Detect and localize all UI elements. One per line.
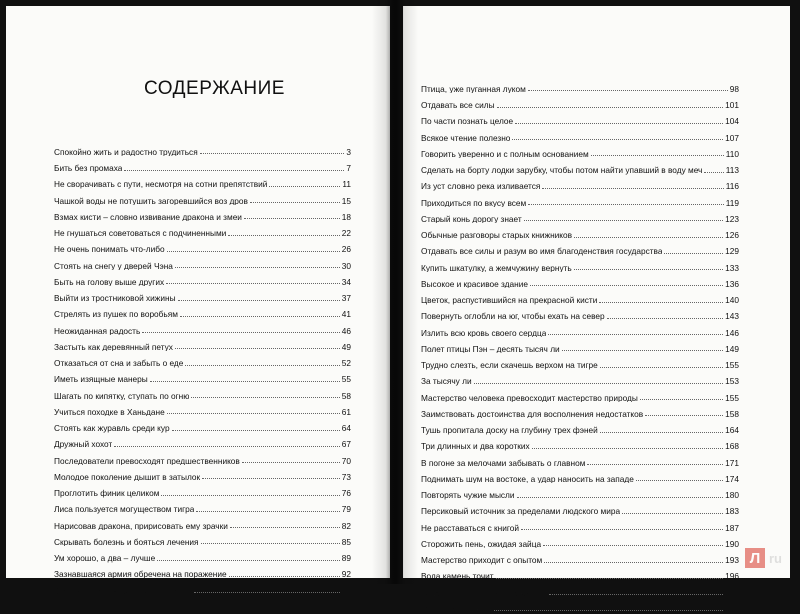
dot-leader (494, 610, 723, 611)
toc-entry-page-number: 133 (725, 262, 739, 273)
dot-leader (161, 495, 339, 496)
toc-entry-page-number: 174 (725, 473, 739, 484)
toc-entry-page-number: 98 (729, 83, 739, 94)
toc-entry-title: Сыкун нагляделся (421, 604, 492, 614)
toc-entry-title: Трудно слезть, если скачешь верхом на тигре (421, 361, 598, 370)
toc-entry-page-number: 41 (341, 309, 351, 320)
toc-entry-title: Купить шкатулку, а жемчужину вернуть (421, 263, 572, 272)
toc-entry-title: Мастерство приходит с опытом (421, 556, 543, 565)
toc-entry (421, 516, 739, 532)
toc-entry-page-number: 18 (341, 211, 351, 222)
toc-entry-page-number: 30 (341, 260, 351, 271)
toc-entry-page-number: 143 (725, 311, 739, 322)
dot-leader (185, 365, 339, 366)
toc-entry (421, 77, 739, 93)
toc-entry-page-number: 92 (341, 569, 351, 580)
toc-entry-page-number: 37 (341, 293, 351, 304)
toc-entry (421, 548, 739, 564)
toc-entry (54, 563, 351, 579)
dot-leader (600, 432, 723, 433)
dot-leader (664, 253, 723, 254)
toc-entry-title: Обычные разговоры старых книжников (421, 231, 573, 240)
toc-entry-title: Молодое поколение дышит в затылок (54, 472, 201, 482)
toc-entry-title: Заимствовать достоинства для восполнения недостатков (421, 409, 644, 419)
toc-entry-page-number: 85 (341, 536, 351, 547)
toc-entry (54, 140, 351, 156)
toc-entry-page-number: 155 (725, 360, 739, 371)
toc-entry-page-number: 101 (725, 100, 739, 111)
toc-entry-page-number: 34 (341, 276, 351, 287)
toc-entry-page-number: 58 (341, 390, 351, 401)
toc-entry (421, 191, 739, 207)
dot-leader (528, 90, 728, 91)
toc-entry-title: Тушь пропитала доску на глубину трех фэней (421, 426, 598, 435)
toc-list-left (54, 140, 351, 595)
dot-leader (250, 202, 340, 203)
toc-entry-page-number: 168 (725, 441, 739, 452)
dot-leader (172, 430, 340, 431)
toc-entry-title: Неожиданная радость (54, 326, 141, 335)
dot-leader (167, 251, 340, 252)
toc-entry-title: Не гнушаться советоваться с подчиненными (54, 229, 227, 238)
dot-leader (200, 153, 345, 154)
toc-entry-page-number: 110 (725, 148, 739, 159)
toc-entry (54, 514, 351, 530)
toc-entry-title: Бить без промаха (54, 164, 123, 173)
toc-entry-page-number: 199 (725, 587, 739, 598)
dot-leader (704, 172, 723, 173)
toc-entry (421, 581, 739, 597)
toc-entry (54, 433, 351, 449)
toc-entry-page-number: 49 (341, 341, 351, 352)
toc-entry-page-number: 52 (341, 358, 351, 369)
dot-leader (562, 350, 723, 351)
toc-entry-title: Излить всю кровь своего сердца (421, 328, 547, 337)
dot-leader (201, 543, 340, 544)
dot-leader (512, 139, 723, 140)
dot-leader (528, 204, 724, 205)
toc-entry-title: Повернуть оглобли на юг, чтобы ехать на север (421, 312, 605, 321)
toc-entry-page-number: 26 (341, 244, 351, 255)
toc-entry-page-number: 67 (341, 439, 351, 450)
toc-entry-title: Поднимать шум на востоке, а удар наносить на западе (421, 474, 634, 484)
toc-entry (54, 254, 351, 270)
dot-leader (244, 218, 340, 219)
dot-leader (636, 480, 723, 481)
dot-leader (496, 578, 724, 579)
toc-entry (54, 465, 351, 481)
toc-entry (421, 353, 739, 369)
dot-leader (194, 592, 340, 593)
dot-leader (474, 383, 724, 384)
toc-entry-page-number: 158 (725, 408, 739, 419)
toc-entry (54, 400, 351, 416)
toc-entry (421, 500, 739, 516)
dot-leader (517, 497, 724, 498)
dot-leader (180, 316, 340, 317)
toc-entry (54, 286, 351, 302)
toc-entry-page-number: 183 (725, 506, 739, 517)
toc-entry (421, 386, 739, 402)
toc-entry-title: Выйти из тростниковой хижины (54, 294, 176, 303)
toc-entry-title: Лиса пользуется могуществом тигра (54, 505, 195, 514)
dot-leader (196, 511, 339, 512)
toc-entry (54, 319, 351, 335)
toc-entry (421, 240, 739, 256)
toc-entry-title: Персиковый источник за пределами людского мира (421, 507, 621, 516)
dot-leader (640, 399, 723, 400)
dot-leader (607, 318, 724, 319)
toc-entry (54, 449, 351, 465)
toc-entry (54, 205, 351, 221)
dot-leader (548, 334, 723, 335)
toc-entry-page-number: 15 (341, 195, 351, 206)
dot-leader (542, 188, 723, 189)
left-page (6, 6, 390, 596)
dot-leader (515, 123, 723, 124)
watermark (745, 548, 782, 568)
toc-entry-title: Последователи превосходят предшественников (54, 456, 240, 465)
dot-leader (524, 220, 723, 221)
toc-entry-title: Не очень понимать что-либо (54, 245, 165, 254)
dot-leader (591, 155, 724, 156)
toc-entry (421, 565, 739, 581)
dot-leader (622, 513, 723, 514)
toc-entry-page-number: 190 (725, 538, 739, 549)
dot-leader (191, 397, 339, 398)
toc-entry-page-number: 61 (341, 406, 351, 417)
toc-entry (54, 303, 351, 319)
toc-entry-title: Из уст словно река изливается (421, 182, 541, 191)
toc-entry-title: Дружный хохот (54, 440, 113, 449)
toc-entry (421, 321, 739, 337)
toc-entry-page-number: 55 (341, 374, 351, 385)
toc-entry-page-number: 123 (725, 213, 739, 224)
toc-entry (54, 384, 351, 400)
toc-entry (421, 532, 739, 548)
toc-entry-page-number: 79 (341, 504, 351, 515)
dot-leader (549, 594, 723, 595)
toc-entry-page-number: 153 (725, 376, 739, 387)
dot-leader (574, 237, 723, 238)
toc-entry-title: Учиться походке в Ханьдане (54, 407, 165, 417)
toc-entry (54, 173, 351, 189)
toc-entry (421, 93, 739, 109)
toc-entry-page-number: 22 (341, 228, 351, 239)
toc-entry-title: В погоне за мелочами забывать о главном (421, 458, 586, 467)
toc-entry-page-number: 11 (342, 179, 351, 190)
toc-entry (54, 416, 351, 432)
toc-entry-title: Отказаться от сна и забыть о еде (54, 359, 184, 368)
dot-leader (142, 332, 339, 333)
dot-leader (497, 107, 724, 108)
dot-leader (175, 348, 340, 349)
toc-entry (421, 126, 739, 142)
toc-entry-page-number: 119 (725, 197, 739, 208)
toc-entry-title: Сделать на борту лодки зарубку, чтобы потом найти упавший в воду меч (421, 166, 703, 175)
toc-entry-title: Три длинных и два коротких (421, 442, 530, 451)
toc-entry-page-number: 136 (725, 278, 739, 289)
toc-entry (421, 288, 739, 304)
labirint-logo-icon: Л (745, 548, 765, 568)
toc-entry (421, 256, 739, 272)
dot-leader (543, 545, 723, 546)
toc-entry-page-number: 193 (725, 555, 739, 566)
toc-entry-page-number: 82 (341, 520, 351, 531)
toc-entry (54, 481, 351, 497)
toc-entry-page-number: 164 (725, 425, 739, 436)
toc-entry (421, 370, 739, 386)
toc-entry-page-number: 149 (725, 343, 739, 354)
toc-entry-page-number: 203 (725, 603, 739, 614)
dot-leader (157, 560, 340, 561)
dot-leader (599, 302, 723, 303)
toc-entry (421, 402, 739, 418)
toc-entry-page-number: 116 (725, 181, 739, 192)
dot-leader (645, 415, 723, 416)
toc-entry-title: Осушить пруд, чтобы выудить рыбу (54, 586, 192, 595)
toc-entry (54, 351, 351, 367)
toc-entry-title: Вода камень точит (421, 572, 494, 581)
toc-entry (54, 189, 351, 205)
toc-entry-page-number: 89 (341, 553, 351, 564)
dot-leader (167, 413, 340, 414)
dot-leader (269, 186, 340, 187)
toc-entry (421, 272, 739, 288)
toc-entry-title: Цветок, распустившийся на прекрасной кисти (421, 296, 598, 305)
toc-list-right (421, 77, 739, 613)
dot-leader (600, 367, 723, 368)
dot-leader (532, 448, 723, 449)
toc-entry-page-number: 155 (725, 392, 739, 403)
toc-entry (54, 156, 351, 172)
toc-entry-page-number: 126 (725, 230, 739, 241)
dot-leader (202, 478, 340, 479)
toc-entry-title: Мастерство человека превосходит мастерство природы (421, 393, 638, 402)
dot-leader (587, 464, 723, 465)
dot-leader (242, 462, 340, 463)
toc-entry (54, 335, 351, 351)
dot-leader (230, 527, 340, 528)
toc-entry-page-number: 95 (341, 585, 351, 596)
dot-leader (124, 170, 344, 171)
toc-entry-page-number: 107 (725, 132, 739, 143)
toc-entry (421, 418, 739, 434)
dot-leader (229, 576, 340, 577)
dot-leader (574, 269, 723, 270)
toc-entry-title: Спокойно жить и радостно трудиться (54, 147, 198, 157)
toc-entry (54, 270, 351, 286)
page-title: СОДЕРЖАНИЕ (144, 78, 285, 99)
toc-entry (421, 597, 739, 613)
toc-entry-title: Взмах кисти – словно извивание дракона и змеи (54, 212, 242, 222)
toc-entry-page-number: 76 (341, 488, 351, 499)
toc-entry (421, 483, 739, 499)
dot-leader (175, 267, 340, 268)
toc-entry-title: Сторожить пень, ожидая зайца (421, 539, 542, 549)
toc-entry-page-number: 146 (725, 327, 739, 338)
toc-entry-title: Нарисовав дракона, пририсовать ему зрачки (54, 521, 228, 530)
toc-entry (54, 221, 351, 237)
dot-leader (544, 562, 723, 563)
toc-entry-title: Говорить уверенно и с полным основанием (421, 149, 589, 159)
toc-entry-title: Быть на голову выше других (54, 277, 165, 287)
toc-entry-page-number: 3 (346, 146, 351, 157)
toc-entry (54, 498, 351, 514)
toc-entry-title: Всякое чтение полезно (421, 133, 511, 142)
toc-entry-page-number: 180 (725, 490, 739, 501)
toc-entry (421, 223, 739, 239)
toc-entry (54, 546, 351, 562)
toc-entry-title: Ум хорошо, а два – лучше (54, 554, 156, 563)
dot-leader (166, 283, 340, 284)
toc-entry-title: Отдавать все силы и разум во имя благоденствия государства (421, 247, 663, 256)
toc-entry-title: По части познать целое (421, 117, 514, 126)
toc-entry-title: Не сворачивать с пути, несмотря на сотни препятствий (54, 180, 268, 189)
toc-entry-page-number: 46 (341, 325, 351, 336)
toc-entry-page-number: 70 (341, 455, 351, 466)
toc-entry-title: Птица, уже пуганная луком (421, 84, 526, 94)
toc-entry (421, 142, 739, 158)
toc-entry-title: За тысячу ли (421, 377, 472, 386)
dot-leader (150, 381, 340, 382)
toc-entry-page-number: 7 (346, 163, 351, 174)
toc-entry (54, 530, 351, 546)
toc-entry-title: Застыть как деревянный петух (54, 342, 173, 352)
toc-entry-title: Проглотить финик целиком (54, 489, 160, 498)
dot-leader (530, 285, 723, 286)
dot-leader (178, 300, 340, 301)
toc-entry-title: Скрывать болезнь и бояться лечения (54, 537, 199, 547)
toc-entry-title: Стоять как журавль среди кур (54, 424, 170, 433)
toc-entry-page-number: 196 (725, 571, 739, 582)
toc-entry-page-number: 73 (341, 471, 351, 482)
right-page (403, 6, 790, 614)
toc-entry (421, 451, 739, 467)
toc-entry-page-number: 171 (725, 457, 739, 468)
toc-entry-title: Стрелять из пушек по воробьям (54, 310, 178, 319)
toc-entry-title: Приходиться по вкусу всем (421, 198, 527, 207)
toc-entry-title: Отдавать все силы (421, 101, 495, 110)
toc-entry-title: Не расставаться с книгой (421, 523, 519, 532)
toc-entry-title: Высокое и красивое здание (421, 279, 528, 289)
toc-entry-page-number: 129 (725, 246, 739, 257)
toc-entry (421, 467, 739, 483)
toc-entry-page-number: 104 (725, 116, 739, 127)
toc-entry (421, 158, 739, 174)
toc-entry-page-number: 187 (725, 522, 739, 533)
toc-entry-title: Зазнавшаяся армия обречена на поражение (54, 570, 227, 579)
toc-entry-title: Шагать по кипятку, ступать по огню (54, 391, 190, 400)
toc-entry-title: Чашкой воды не потушить загоревшийся воз дров (54, 196, 248, 205)
toc-entry-title: Повторять чужие мысли (421, 491, 515, 500)
toc-entry (421, 305, 739, 321)
toc-entry (54, 238, 351, 254)
toc-entry (421, 110, 739, 126)
toc-entry-page-number: 64 (341, 423, 351, 434)
toc-entry-page-number: 113 (725, 165, 739, 176)
toc-entry (54, 368, 351, 384)
toc-entry-title: Вода спала – камни обнажились (421, 588, 548, 597)
toc-entry (421, 435, 739, 451)
toc-entry-title: Стоять на снегу у дверей Чэна (54, 261, 173, 270)
toc-entry-title: Старый конь дорогу знает (421, 214, 522, 224)
toc-entry (54, 579, 351, 595)
dot-leader (228, 235, 339, 236)
toc-entry (421, 337, 739, 353)
toc-entry (421, 207, 739, 223)
dot-leader (114, 446, 339, 447)
toc-entry-title: Иметь изящные манеры (54, 375, 148, 384)
toc-entry-page-number: 140 (725, 295, 739, 306)
watermark-text: ru (769, 550, 782, 566)
toc-entry (421, 175, 739, 191)
dot-leader (521, 529, 723, 530)
toc-entry-title: Полет птицы Пэн – десять тысяч ли (421, 344, 560, 354)
